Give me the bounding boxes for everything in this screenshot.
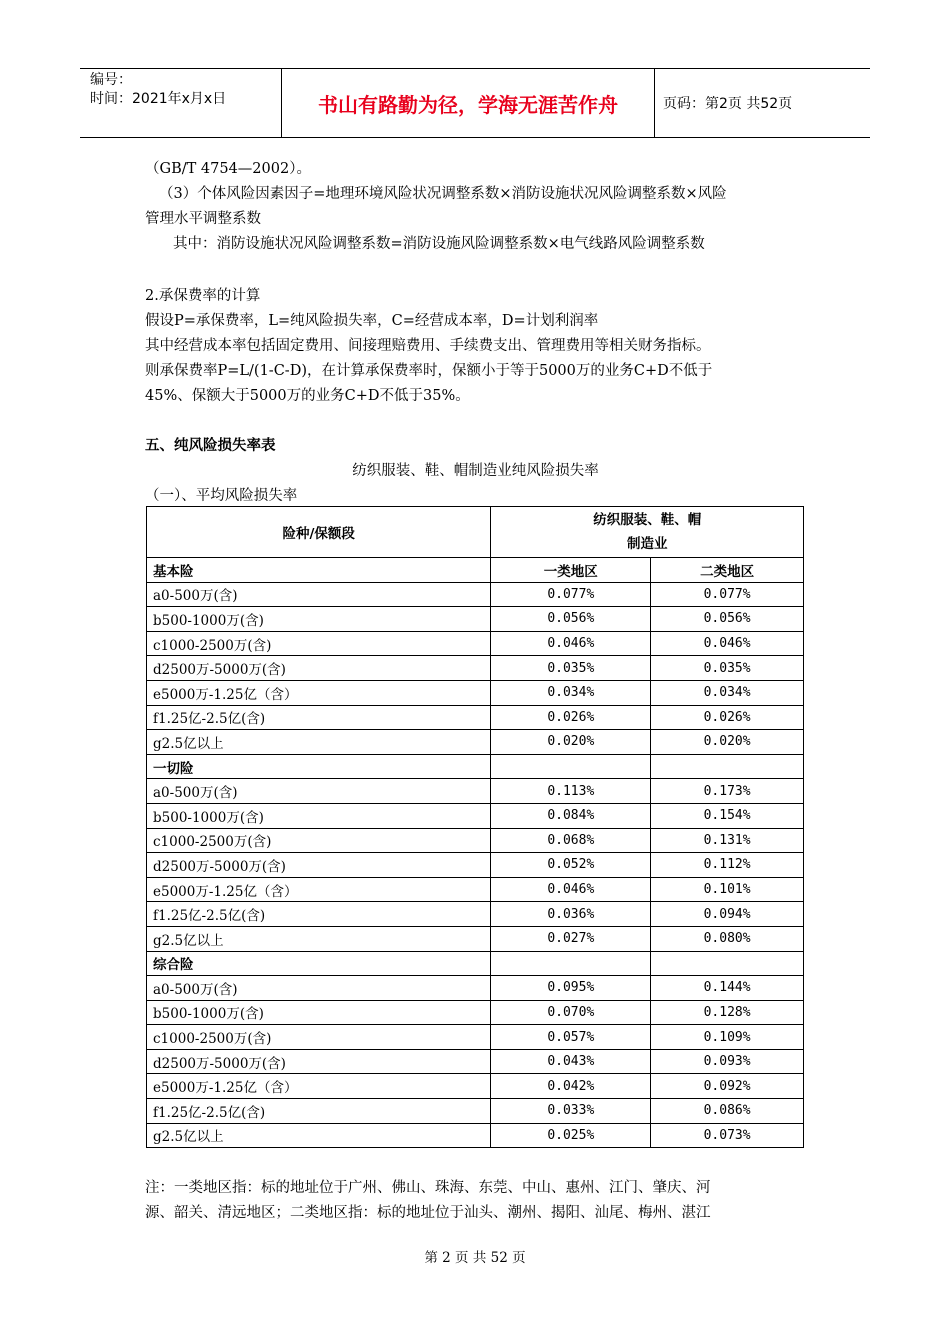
rate-region-2: 0.154%: [651, 803, 804, 828]
table-row: [147, 730, 804, 755]
rate-region-2: 0.056%: [651, 607, 804, 632]
section-name: 综合险: [147, 951, 491, 976]
loss-rate-table: [146, 506, 804, 1148]
rate-region-1: 0.056%: [491, 607, 651, 632]
section-name: 基本险: [147, 558, 491, 583]
table-row: [147, 976, 804, 1001]
header-motto: 书山有路勤为径，学海无涯苦作舟: [282, 69, 655, 137]
text-line: 则承保费率P=L/(1-C-D)，在计算承保费率时，保额小于等于5000万的业务C+D不低于: [145, 363, 713, 379]
coverage-band: e5000万-1.25亿（含）: [147, 680, 491, 705]
coverage-band: a0-500万(含): [147, 582, 491, 607]
rate-region-1: 0.057%: [491, 1025, 651, 1050]
table-row: [147, 803, 804, 828]
rate-region-1: 0.046%: [491, 877, 651, 902]
col-header-coverage: 险种/保额段: [147, 507, 491, 558]
rate-region-2: 0.026%: [651, 705, 804, 730]
coverage-band: d2500万-5000万(含): [147, 1049, 491, 1074]
coverage-band: f1.25亿-2.5亿(含): [147, 1099, 491, 1124]
industry-line: 制造业: [626, 536, 668, 552]
empty-cell: [491, 754, 651, 779]
table-row: [147, 680, 804, 705]
header-page-number: 页码：第2页 共52页: [663, 96, 793, 112]
rate-region-1: 0.113%: [491, 779, 651, 804]
rate-region-2: 0.109%: [651, 1025, 804, 1050]
rate-region-1: 0.035%: [491, 656, 651, 681]
coverage-band: b500-1000万(含): [147, 803, 491, 828]
section-2: [145, 284, 810, 409]
table-row: [147, 1025, 804, 1050]
section-name: 一切险: [147, 754, 491, 779]
rate-region-1: 0.034%: [491, 680, 651, 705]
table-row: [147, 656, 804, 681]
table-row: [147, 1074, 804, 1099]
rate-region-2: 0.131%: [651, 828, 804, 853]
rate-region-2: 0.128%: [651, 1000, 804, 1025]
table-row: [147, 779, 804, 804]
coverage-band: g2.5亿以上: [147, 1123, 491, 1148]
rate-region-2: 0.173%: [651, 779, 804, 804]
empty-cell: [651, 951, 804, 976]
rate-region-1: 0.042%: [491, 1074, 651, 1099]
rate-region-2: 0.101%: [651, 877, 804, 902]
rate-region-1: 0.068%: [491, 828, 651, 853]
rate-region-1: 0.046%: [491, 631, 651, 656]
coverage-band: b500-1000万(含): [147, 607, 491, 632]
rate-region-2: 0.077%: [651, 582, 804, 607]
rate-region-2: 0.020%: [651, 730, 804, 755]
rate-region-2: 0.073%: [651, 1123, 804, 1148]
rate-region-2: 0.080%: [651, 926, 804, 951]
coverage-band: e5000万-1.25亿（含）: [147, 1074, 491, 1099]
section-row: [147, 951, 804, 976]
coverage-band: d2500万-5000万(含): [147, 853, 491, 878]
table-row: [147, 705, 804, 730]
section-heading: 2.承保费率的计算: [145, 288, 261, 304]
coverage-band: g2.5亿以上: [147, 926, 491, 951]
coverage-band: a0-500万(含): [147, 779, 491, 804]
rate-region-1: 0.027%: [491, 926, 651, 951]
table-row: [147, 853, 804, 878]
text-line: 管理水平调整系数: [145, 211, 261, 227]
table-row: [147, 902, 804, 927]
rate-region-1: 0.025%: [491, 1123, 651, 1148]
table-row: [147, 1123, 804, 1148]
table-caption: 纺织服装、鞋、帽制造业纯风险损失率: [352, 463, 599, 479]
section-row: [147, 754, 804, 779]
coverage-band: c1000-2500万(含): [147, 631, 491, 656]
region-header-2: 二类地区: [651, 558, 804, 583]
rate-region-2: 0.035%: [651, 656, 804, 681]
rate-region-2: 0.034%: [651, 680, 804, 705]
table-row: [147, 631, 804, 656]
table-row: [147, 607, 804, 632]
rate-region-1: 0.070%: [491, 1000, 651, 1025]
header-meta: [80, 69, 282, 137]
rate-region-2: 0.086%: [651, 1099, 804, 1124]
coverage-band: a0-500万(含): [147, 976, 491, 1001]
rate-region-1: 0.036%: [491, 902, 651, 927]
text-line: 其中经营成本率包括固定费用、间接理赔费用、手续费支出、管理费用等相关财务指标。: [145, 338, 711, 354]
header-date: 时间：2021年x月x日: [90, 91, 227, 107]
note-line: 源、韶关、清远地区；二类地区指：标的地址位于汕头、潮州、揭阳、汕尾、梅州、湛江: [145, 1205, 711, 1221]
table-body: [147, 558, 804, 1148]
rate-region-2: 0.092%: [651, 1074, 804, 1099]
text-line: （3）个体风险因素因子=地理环境风险状况调整系数×消防设施状况风险调整系数×风险: [159, 186, 727, 202]
coverage-band: c1000-2500万(含): [147, 1025, 491, 1050]
coverage-band: e5000万-1.25亿（含）: [147, 877, 491, 902]
table-subcaption: （一）、平均风险损失率: [145, 488, 298, 504]
rate-region-2: 0.093%: [651, 1049, 804, 1074]
table-row: [147, 877, 804, 902]
coverage-band: g2.5亿以上: [147, 730, 491, 755]
table-row: [147, 1099, 804, 1124]
coverage-band: f1.25亿-2.5亿(含): [147, 705, 491, 730]
page-header: [80, 68, 870, 138]
table-row: [147, 1049, 804, 1074]
table-row: [147, 582, 804, 607]
section-heading: 五、纯风险损失率表: [145, 438, 276, 454]
rate-region-1: 0.026%: [491, 705, 651, 730]
rate-region-1: 0.033%: [491, 1099, 651, 1124]
empty-cell: [651, 754, 804, 779]
intro-text: [145, 157, 810, 257]
coverage-band: b500-1000万(含): [147, 1000, 491, 1025]
header-number: 编号：: [90, 72, 132, 88]
rate-region-1: 0.077%: [491, 582, 651, 607]
col-header-industry: [491, 507, 804, 558]
rate-region-1: 0.052%: [491, 853, 651, 878]
rate-region-2: 0.094%: [651, 902, 804, 927]
rate-region-2: 0.144%: [651, 976, 804, 1001]
table-row: [147, 828, 804, 853]
rate-region-1: 0.043%: [491, 1049, 651, 1074]
table-row: [147, 1000, 804, 1025]
rate-region-1: 0.084%: [491, 803, 651, 828]
text-line: 其中：消防设施状况风险调整系数=消防设施风险调整系数×电气线路风险调整系数: [173, 236, 705, 252]
note-line: 注：一类地区指：标的地址位于广州、佛山、珠海、东莞、中山、惠州、江门、肇庆、河: [145, 1180, 711, 1196]
notes: [145, 1176, 815, 1226]
text-line: （GB/T 4754—2002）。: [145, 161, 311, 177]
region-header-1: 一类地区: [491, 558, 651, 583]
section-row: [147, 558, 804, 583]
rate-region-2: 0.046%: [651, 631, 804, 656]
rate-region-2: 0.112%: [651, 853, 804, 878]
coverage-band: c1000-2500万(含): [147, 828, 491, 853]
coverage-band: d2500万-5000万(含): [147, 656, 491, 681]
section-5: [145, 434, 810, 509]
page-footer: 第 2 页 共 52 页: [424, 1250, 526, 1266]
text-line: 45%、保额大于5000万的业务C+D不低于35%。: [145, 388, 470, 404]
empty-cell: [491, 951, 651, 976]
rate-region-1: 0.020%: [491, 730, 651, 755]
industry-line: 纺织服装、鞋、帽: [593, 512, 702, 528]
coverage-band: f1.25亿-2.5亿(含): [147, 902, 491, 927]
text-line: 假设P=承保费率，L=纯风险损失率，C=经营成本率，D=计划利润率: [145, 313, 599, 329]
rate-region-1: 0.095%: [491, 976, 651, 1001]
table-row: [147, 926, 804, 951]
